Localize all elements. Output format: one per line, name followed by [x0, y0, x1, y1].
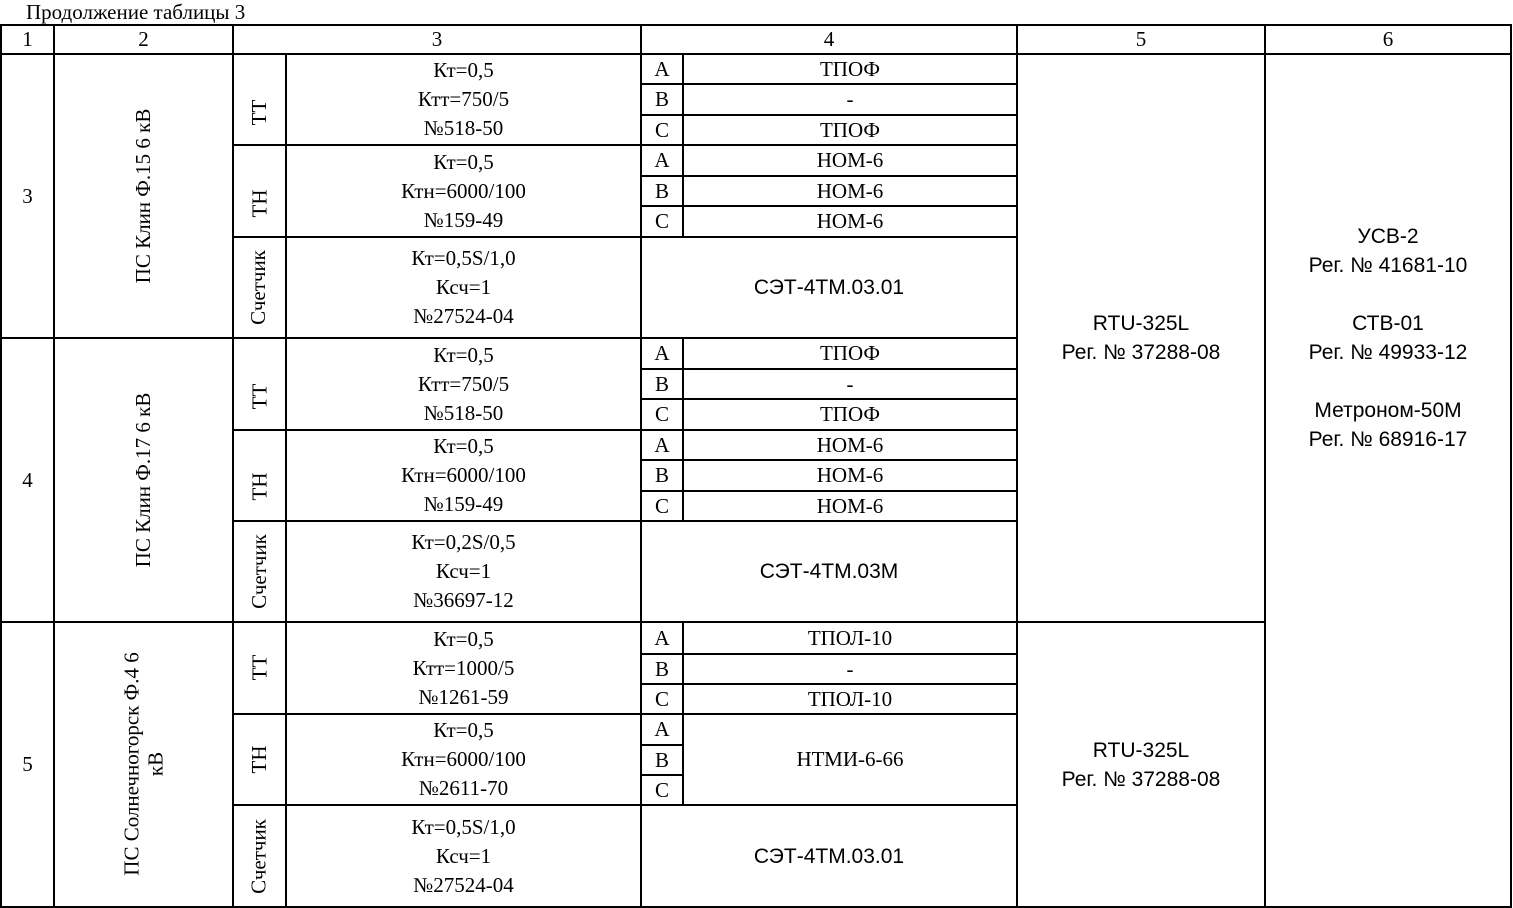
phase-label: C	[654, 493, 669, 518]
rtu-cell: RTU-325L Рег. № 37288-08	[1061, 312, 1221, 364]
phase-model: ТПОЛ-10	[807, 686, 893, 711]
substation-name: ПС Клин Ф.15 6 кВ	[131, 108, 155, 284]
phase-label: A	[654, 341, 670, 365]
substation-name: ПС Клин Ф.17 6 кВ	[131, 392, 155, 568]
meter-params: Кт=0,2S/0,5 Ксч=1 №36697-12	[411, 530, 516, 612]
row-number: 3	[22, 183, 33, 208]
phase-label: B	[654, 371, 669, 396]
column-header: 1	[22, 27, 33, 51]
phase-model: -	[846, 656, 854, 681]
tt-label: ТТ	[247, 654, 271, 681]
phase-label: C	[654, 777, 669, 802]
tt-label: ТТ	[247, 383, 271, 410]
phase-label: C	[654, 402, 669, 426]
phase-label: A	[654, 432, 670, 457]
rtu-cell: RTU-325L Рег. № 37288-08	[1061, 738, 1221, 791]
phase-model: НОМ-6	[816, 463, 884, 487]
phase-label: C	[654, 686, 669, 711]
phase-label: B	[654, 463, 669, 487]
tn-params: Кт=0,5 Ктн=6000/100 №2611-70	[401, 718, 526, 800]
table-line	[53, 24, 55, 908]
phase-model: ТПОФ	[819, 341, 880, 365]
column-header: 5	[1135, 27, 1147, 51]
phase-label: A	[654, 56, 670, 81]
phase-model: НОМ-6	[816, 209, 884, 233]
phase-model: НТМИ-6-66	[796, 747, 904, 771]
phase-model: ТПОФ	[819, 56, 880, 81]
phase-label: B	[654, 178, 669, 203]
column-header: 3	[431, 27, 443, 51]
phase-model: ТПОЛ-10	[807, 625, 893, 650]
phase-model: НОМ-6	[816, 493, 884, 518]
tn-params: Кт=0,5 Ктн=6000/100 №159-49	[401, 434, 526, 516]
column-header: 4	[823, 27, 835, 51]
data-table	[0, 24, 1512, 908]
table-line	[1510, 24, 1512, 908]
phase-model: НОМ-6	[816, 432, 884, 457]
tn-label: ТН	[246, 745, 271, 774]
phase-model: НОМ-6	[816, 178, 884, 203]
phase-label: C	[654, 117, 669, 142]
phase-model: -	[846, 371, 854, 396]
tt-params: Кт=0,5 Ктт=750/5 №518-50	[417, 58, 510, 140]
phase-label: B	[654, 87, 669, 111]
phase-model: ТПОФ	[819, 117, 880, 142]
meter-model: СЭТ-4ТМ.03.01	[753, 276, 905, 299]
table-caption: Продолжение таблицы 3	[26, 0, 246, 24]
row-number: 4	[22, 467, 33, 492]
tt-params: Кт=0,5 Ктт=1000/5 №1261-59	[412, 626, 515, 709]
phase-label: A	[654, 148, 670, 172]
tt-label: ТТ	[246, 99, 271, 126]
column-header: 6	[1382, 27, 1394, 51]
phase-label: B	[654, 747, 669, 772]
tn-label: ТН	[247, 189, 271, 218]
phase-model: -	[846, 87, 854, 111]
phase-label: C	[654, 209, 669, 233]
meter-label: Счетчик	[246, 819, 270, 894]
phase-label: A	[654, 717, 670, 741]
tn-label: ТН	[247, 472, 271, 501]
time-sync-cell: УСВ-2 Рег. № 41681-10 СТВ-01 Рег. № 49933-12 Метроном-50М Рег. № 68916-17	[1308, 225, 1468, 451]
phase-model: НОМ-6	[816, 148, 884, 172]
phase-label: B	[654, 656, 669, 681]
phase-label: A	[654, 625, 670, 650]
substation-name: ПС Солнечногорск Ф.4 6 кВ	[119, 652, 168, 876]
meter-params: Кт=0,5S/1,0 Ксч=1 №27524-04	[411, 246, 516, 328]
meter-label: Счетчик	[245, 250, 270, 325]
meter-model: СЭТ-4ТМ.03.01	[753, 844, 905, 868]
tt-params: Кт=0,5 Ктт=750/5 №518-50	[417, 342, 510, 425]
meter-params: Кт=0,5S/1,0 Ксч=1 №27524-04	[411, 814, 516, 897]
tn-params: Кт=0,5 Ктн=6000/100 №159-49	[401, 149, 526, 232]
column-header: 2	[138, 27, 149, 51]
row-number: 5	[22, 752, 33, 776]
meter-model: СЭТ-4ТМ.03М	[759, 560, 899, 583]
meter-label: Счетчик	[246, 534, 271, 609]
phase-model: ТПОФ	[819, 402, 880, 426]
